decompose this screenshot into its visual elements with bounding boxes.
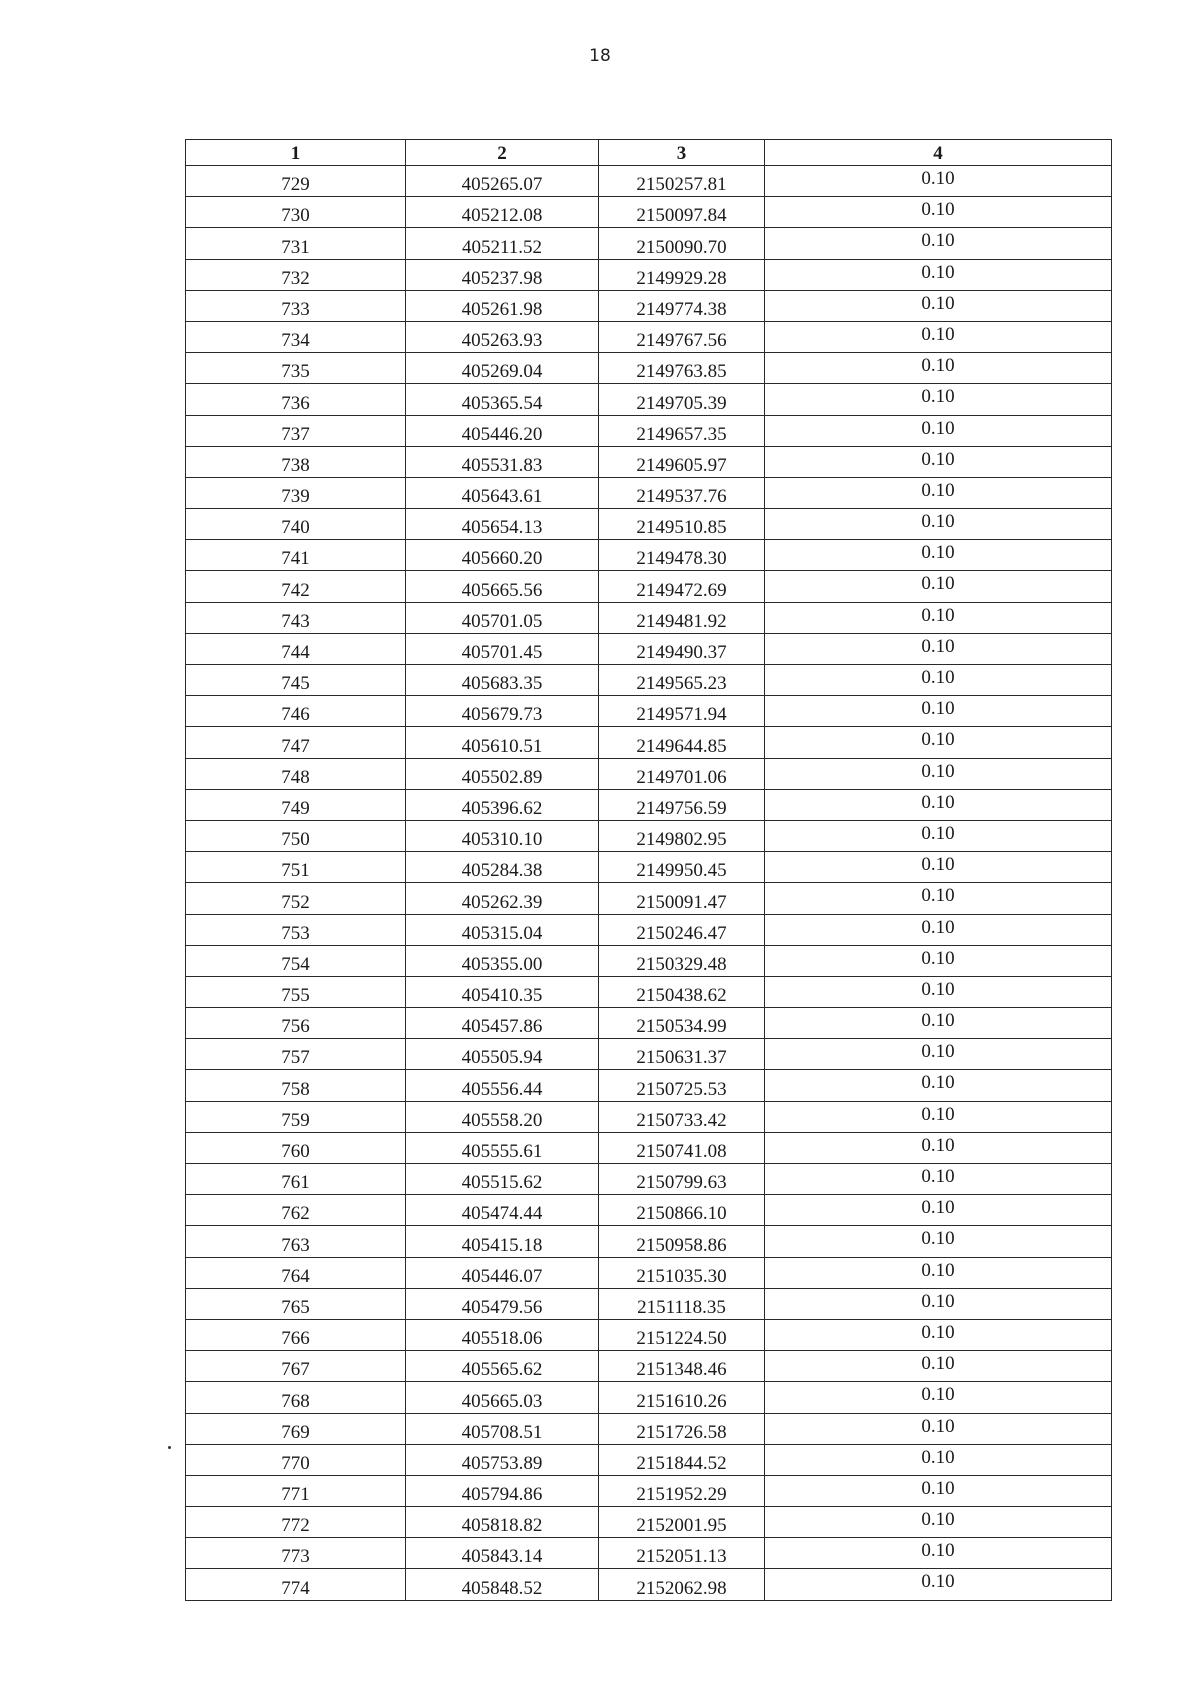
table-cell-col-3: 2151348.46	[599, 1351, 765, 1382]
table-row	[186, 353, 1112, 384]
table-cell-col-2: 405502.89	[406, 758, 599, 789]
table-cell-col-2: 405474.44	[406, 1195, 599, 1226]
table-cell-col-3: 2149565.23	[599, 665, 765, 696]
table-row	[186, 976, 1112, 1007]
table-cell-col-3: 2152062.98	[599, 1569, 765, 1600]
table-cell-col-2: 405237.98	[406, 259, 599, 290]
table-cell-col-3: 2149490.37	[599, 633, 765, 664]
table-cell-col-2: 405556.44	[406, 1070, 599, 1101]
table-row	[186, 1195, 1112, 1226]
table-row	[186, 914, 1112, 945]
table-cell-col-3: 2149478.30	[599, 540, 765, 571]
table-cell-col-2: 405446.07	[406, 1257, 599, 1288]
table-cell-col-3: 2149571.94	[599, 696, 765, 727]
table-cell-col-4: 0.10	[765, 321, 1112, 352]
table-cell-col-3: 2150741.08	[599, 1132, 765, 1163]
table-cell-col-1: 766	[186, 1319, 406, 1350]
table-cell-col-3: 2149705.39	[599, 384, 765, 415]
table-row	[186, 321, 1112, 352]
table-cell-col-1: 737	[186, 415, 406, 446]
table-cell-col-3: 2150438.62	[599, 976, 765, 1007]
table-cell-col-4: 0.10	[765, 727, 1112, 758]
table-cell-col-3: 2149774.38	[599, 290, 765, 321]
table-cell-col-3: 2151844.52	[599, 1444, 765, 1475]
table-row	[186, 1164, 1112, 1195]
table-cell-col-3: 2151118.35	[599, 1288, 765, 1319]
header-col-4: 4	[765, 140, 1112, 166]
table-cell-col-1: 769	[186, 1413, 406, 1444]
table-cell-col-2: 405446.20	[406, 415, 599, 446]
table-cell-col-4: 0.10	[765, 1132, 1112, 1163]
table-cell-col-4: 0.10	[765, 1413, 1112, 1444]
table-row	[186, 1351, 1112, 1382]
table-cell-col-4: 0.10	[765, 1164, 1112, 1195]
table-row	[186, 1382, 1112, 1413]
table-cell-col-3: 2150866.10	[599, 1195, 765, 1226]
table-cell-col-2: 405683.35	[406, 665, 599, 696]
table-row	[186, 1319, 1112, 1350]
table-cell-col-4: 0.10	[765, 696, 1112, 727]
table-cell-col-1: 763	[186, 1226, 406, 1257]
table-cell-col-3: 2151035.30	[599, 1257, 765, 1288]
table-cell-col-2: 405457.86	[406, 1008, 599, 1039]
table-cell-col-2: 405565.62	[406, 1351, 599, 1382]
table-cell-col-4: 0.10	[765, 477, 1112, 508]
table-cell-col-4: 0.10	[765, 415, 1112, 446]
table-cell-col-2: 405843.14	[406, 1538, 599, 1569]
table-row	[186, 228, 1112, 259]
table-cell-col-2: 405269.04	[406, 353, 599, 384]
table-cell-col-1: 733	[186, 290, 406, 321]
table-row	[186, 633, 1112, 664]
table-row	[186, 1257, 1112, 1288]
table-cell-col-2: 405415.18	[406, 1226, 599, 1257]
table-cell-col-1: 754	[186, 945, 406, 976]
table-cell-col-3: 2150090.70	[599, 228, 765, 259]
table-row	[186, 1507, 1112, 1538]
table-cell-col-4: 0.10	[765, 384, 1112, 415]
table-cell-col-2: 405265.07	[406, 166, 599, 197]
table-cell-col-1: 738	[186, 446, 406, 477]
table-cell-col-3: 2150799.63	[599, 1164, 765, 1195]
table-cell-col-3: 2149802.95	[599, 820, 765, 851]
table-cell-col-4: 0.10	[765, 228, 1112, 259]
table-cell-col-3: 2151224.50	[599, 1319, 765, 1350]
table-cell-col-1: 732	[186, 259, 406, 290]
table-cell-col-1: 773	[186, 1538, 406, 1569]
table-row	[186, 1008, 1112, 1039]
table-body	[186, 166, 1112, 1601]
table-row	[186, 883, 1112, 914]
table-row	[186, 509, 1112, 540]
table-cell-col-3: 2150733.42	[599, 1101, 765, 1132]
table-cell-col-3: 2150097.84	[599, 197, 765, 228]
table-cell-col-1: 750	[186, 820, 406, 851]
table-cell-col-1: 759	[186, 1101, 406, 1132]
table-cell-col-4: 0.10	[765, 976, 1112, 1007]
table-row	[186, 1413, 1112, 1444]
table-cell-col-1: 745	[186, 665, 406, 696]
table-cell-col-1: 729	[186, 166, 406, 197]
table-cell-col-1: 755	[186, 976, 406, 1007]
table-row	[186, 696, 1112, 727]
table-cell-col-2: 405555.61	[406, 1132, 599, 1163]
table-cell-col-2: 405261.98	[406, 290, 599, 321]
table-cell-col-4: 0.10	[765, 945, 1112, 976]
header-row	[186, 140, 1112, 166]
table-cell-col-3: 2150725.53	[599, 1070, 765, 1101]
table-cell-col-4: 0.10	[765, 883, 1112, 914]
table-cell-col-2: 405505.94	[406, 1039, 599, 1070]
table-cell-col-4: 0.10	[765, 1226, 1112, 1257]
table-cell-col-3: 2151726.58	[599, 1413, 765, 1444]
table-cell-col-3: 2149950.45	[599, 852, 765, 883]
table-cell-col-1: 736	[186, 384, 406, 415]
table-cell-col-4: 0.10	[765, 166, 1112, 197]
table-cell-col-1: 762	[186, 1195, 406, 1226]
table-cell-col-4: 0.10	[765, 1538, 1112, 1569]
table-cell-col-4: 0.10	[765, 1101, 1112, 1132]
coordinates-table	[185, 139, 1112, 1601]
header-col-1: 1	[186, 140, 406, 166]
table-cell-col-3: 2149472.69	[599, 571, 765, 602]
table-cell-col-1: 771	[186, 1475, 406, 1506]
table-row	[186, 197, 1112, 228]
table-cell-col-4: 0.10	[765, 1257, 1112, 1288]
table-row	[186, 1101, 1112, 1132]
table-cell-col-2: 405262.39	[406, 883, 599, 914]
table-cell-col-3: 2150958.86	[599, 1226, 765, 1257]
table-cell-col-1: 752	[186, 883, 406, 914]
table-cell-col-4: 0.10	[765, 1351, 1112, 1382]
table-cell-col-4: 0.10	[765, 1008, 1112, 1039]
table-cell-col-1: 764	[186, 1257, 406, 1288]
table-cell-col-3: 2149605.97	[599, 446, 765, 477]
table-cell-col-4: 0.10	[765, 1288, 1112, 1319]
table-row	[186, 477, 1112, 508]
table-cell-col-2: 405701.05	[406, 602, 599, 633]
table-cell-col-1: 772	[186, 1507, 406, 1538]
table-cell-col-1: 760	[186, 1132, 406, 1163]
table-cell-col-4: 0.10	[765, 665, 1112, 696]
table-header	[186, 140, 1112, 166]
header-col-3: 3	[599, 140, 765, 166]
table-cell-col-1: 740	[186, 509, 406, 540]
table-cell-col-1: 731	[186, 228, 406, 259]
table-cell-col-1: 734	[186, 321, 406, 352]
table-cell-col-3: 2149481.92	[599, 602, 765, 633]
table-cell-col-4: 0.10	[765, 1070, 1112, 1101]
table-cell-col-3: 2149510.85	[599, 509, 765, 540]
table-cell-col-2: 405396.62	[406, 789, 599, 820]
table-cell-col-2: 405310.10	[406, 820, 599, 851]
table-row	[186, 665, 1112, 696]
table-cell-col-4: 0.10	[765, 259, 1112, 290]
table-row	[186, 727, 1112, 758]
table-cell-col-2: 405479.56	[406, 1288, 599, 1319]
table-row	[186, 789, 1112, 820]
table-cell-col-1: 757	[186, 1039, 406, 1070]
table-cell-col-1: 765	[186, 1288, 406, 1319]
table-row	[186, 384, 1112, 415]
table-cell-col-4: 0.10	[765, 820, 1112, 851]
table-cell-col-1: 746	[186, 696, 406, 727]
table-cell-col-1: 742	[186, 571, 406, 602]
table-cell-col-2: 405263.93	[406, 321, 599, 352]
table-row	[186, 602, 1112, 633]
table-cell-col-2: 405679.73	[406, 696, 599, 727]
table-row	[186, 852, 1112, 883]
table-cell-col-3: 2152001.95	[599, 1507, 765, 1538]
table-cell-col-1: 758	[186, 1070, 406, 1101]
table-cell-col-2: 405355.00	[406, 945, 599, 976]
table-cell-col-1: 730	[186, 197, 406, 228]
table-cell-col-4: 0.10	[765, 1382, 1112, 1413]
table-cell-col-2: 405665.56	[406, 571, 599, 602]
table-cell-col-4: 0.10	[765, 540, 1112, 571]
table-cell-col-3: 2150246.47	[599, 914, 765, 945]
table-cell-col-3: 2149537.76	[599, 477, 765, 508]
table-cell-col-2: 405654.13	[406, 509, 599, 540]
header-col-2: 2	[406, 140, 599, 166]
table-cell-col-4: 0.10	[765, 353, 1112, 384]
table-cell-col-3: 2150329.48	[599, 945, 765, 976]
table-row	[186, 446, 1112, 477]
table-cell-col-4: 0.10	[765, 1319, 1112, 1350]
table-row	[186, 1039, 1112, 1070]
table-cell-col-2: 405558.20	[406, 1101, 599, 1132]
table-row	[186, 1569, 1112, 1600]
table-cell-col-2: 405211.52	[406, 228, 599, 259]
table-cell-col-4: 0.10	[765, 1475, 1112, 1506]
table-cell-col-2: 405701.45	[406, 633, 599, 664]
table-cell-col-1: 741	[186, 540, 406, 571]
table-cell-col-2: 405818.82	[406, 1507, 599, 1538]
table-row	[186, 415, 1112, 446]
table-cell-col-4: 0.10	[765, 1444, 1112, 1475]
table-row	[186, 1070, 1112, 1101]
table-row	[186, 571, 1112, 602]
table-cell-col-1: 743	[186, 602, 406, 633]
table-cell-col-1: 774	[186, 1569, 406, 1600]
table-cell-col-4: 0.10	[765, 290, 1112, 321]
table-cell-col-1: 739	[186, 477, 406, 508]
table-cell-col-3: 2149767.56	[599, 321, 765, 352]
table-cell-col-1: 770	[186, 1444, 406, 1475]
table-cell-col-1: 747	[186, 727, 406, 758]
table-cell-col-1: 767	[186, 1351, 406, 1382]
table-cell-col-4: 0.10	[765, 571, 1112, 602]
table-cell-col-1: 768	[186, 1382, 406, 1413]
table-row	[186, 945, 1112, 976]
table-cell-col-2: 405610.51	[406, 727, 599, 758]
table-cell-col-2: 405212.08	[406, 197, 599, 228]
table-cell-col-3: 2149763.85	[599, 353, 765, 384]
table-row	[186, 1444, 1112, 1475]
table-cell-col-2: 405284.38	[406, 852, 599, 883]
table-cell-col-3: 2152051.13	[599, 1538, 765, 1569]
table-cell-col-2: 405315.04	[406, 914, 599, 945]
table-row	[186, 1475, 1112, 1506]
table-cell-col-2: 405794.86	[406, 1475, 599, 1506]
table-cell-col-4: 0.10	[765, 1569, 1112, 1600]
table-cell-col-3: 2149657.35	[599, 415, 765, 446]
table-cell-col-3: 2149756.59	[599, 789, 765, 820]
table-row	[186, 1226, 1112, 1257]
table-cell-col-2: 405753.89	[406, 1444, 599, 1475]
table-cell-col-1: 751	[186, 852, 406, 883]
table-cell-col-4: 0.10	[765, 1195, 1112, 1226]
table-cell-col-4: 0.10	[765, 758, 1112, 789]
table-cell-col-2: 405848.52	[406, 1569, 599, 1600]
table-cell-col-2: 405708.51	[406, 1413, 599, 1444]
table-cell-col-1: 756	[186, 1008, 406, 1039]
table-cell-col-2: 405410.35	[406, 976, 599, 1007]
table-cell-col-3: 2150257.81	[599, 166, 765, 197]
table-row	[186, 259, 1112, 290]
table-cell-col-2: 405531.83	[406, 446, 599, 477]
table-cell-col-3: 2150534.99	[599, 1008, 765, 1039]
table-cell-col-2: 405643.61	[406, 477, 599, 508]
table-cell-col-2: 405665.03	[406, 1382, 599, 1413]
table-cell-col-1: 735	[186, 353, 406, 384]
table-cell-col-2: 405365.54	[406, 384, 599, 415]
table-cell-col-4: 0.10	[765, 1039, 1112, 1070]
table-row	[186, 820, 1112, 851]
table-cell-col-4: 0.10	[765, 602, 1112, 633]
table-row	[186, 1288, 1112, 1319]
table-cell-col-1: 753	[186, 914, 406, 945]
table-cell-col-3: 2149701.06	[599, 758, 765, 789]
table-row	[186, 540, 1112, 571]
page-number: 18	[589, 46, 611, 66]
table-row	[186, 758, 1112, 789]
table-cell-col-4: 0.10	[765, 446, 1112, 477]
table-cell-col-1: 749	[186, 789, 406, 820]
table-cell-col-4: 0.10	[765, 914, 1112, 945]
table-cell-col-3: 2151952.29	[599, 1475, 765, 1506]
table-cell-col-4: 0.10	[765, 1507, 1112, 1538]
table-row	[186, 1538, 1112, 1569]
table-cell-col-4: 0.10	[765, 789, 1112, 820]
table-cell-col-2: 405515.62	[406, 1164, 599, 1195]
table-cell-col-4: 0.10	[765, 633, 1112, 664]
table-cell-col-1: 744	[186, 633, 406, 664]
scan-speck	[168, 1446, 171, 1449]
table-cell-col-2: 405518.06	[406, 1319, 599, 1350]
table-cell-col-1: 761	[186, 1164, 406, 1195]
table-cell-col-1: 748	[186, 758, 406, 789]
table-cell-col-3: 2151610.26	[599, 1382, 765, 1413]
table-cell-col-4: 0.10	[765, 852, 1112, 883]
table-cell-col-3: 2150091.47	[599, 883, 765, 914]
table-cell-col-4: 0.10	[765, 197, 1112, 228]
table-cell-col-3: 2149929.28	[599, 259, 765, 290]
table-cell-col-2: 405660.20	[406, 540, 599, 571]
table-row	[186, 166, 1112, 197]
table-cell-col-3: 2149644.85	[599, 727, 765, 758]
table-row	[186, 290, 1112, 321]
table-cell-col-4: 0.10	[765, 509, 1112, 540]
table-row	[186, 1132, 1112, 1163]
table-cell-col-3: 2150631.37	[599, 1039, 765, 1070]
